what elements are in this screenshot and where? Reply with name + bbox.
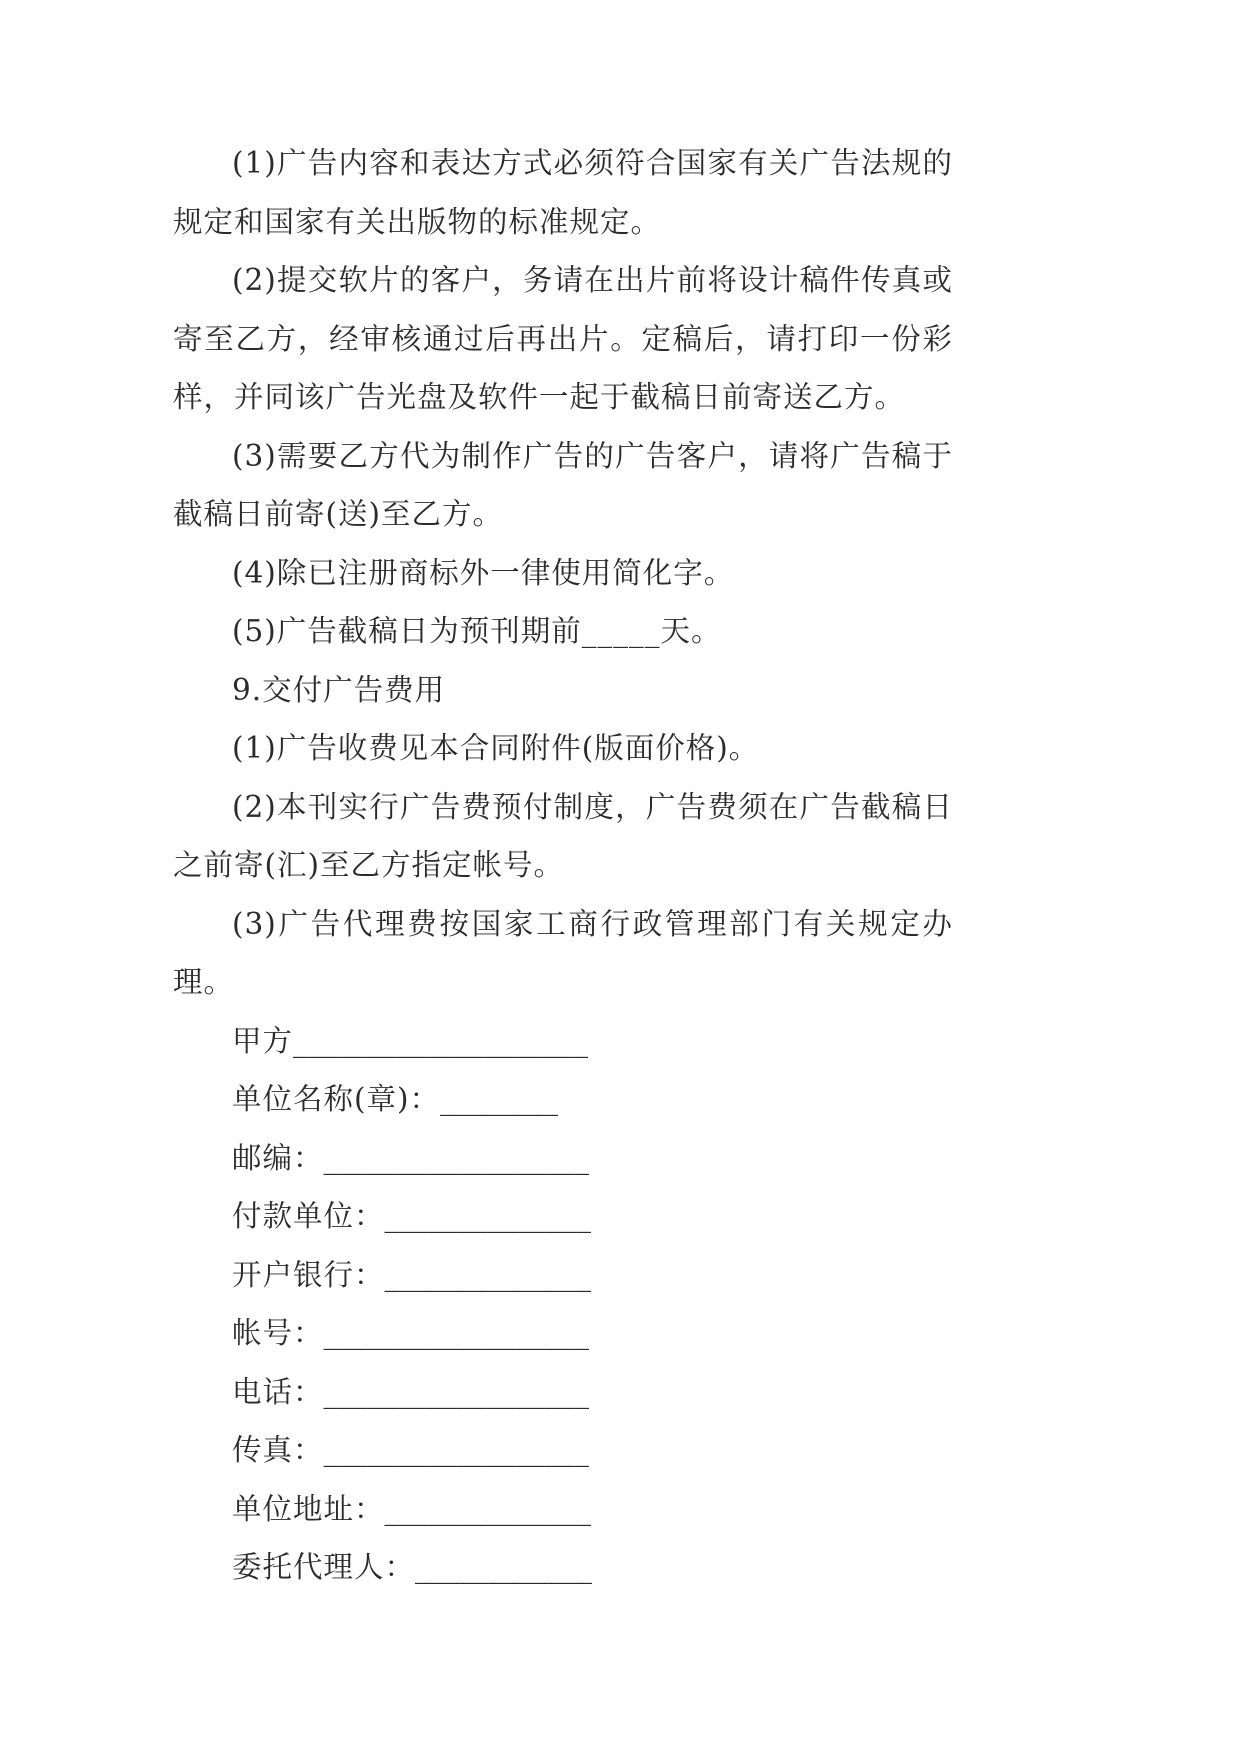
clause-9-1: (1)广告收费见本合同附件(版面价格)。 xyxy=(232,731,760,765)
field-label: 单位地址： xyxy=(232,1491,385,1526)
fill-in-blank: ______________ xyxy=(384,1257,592,1292)
field-account-number xyxy=(173,1304,953,1363)
field-party-a xyxy=(173,1012,953,1071)
clause-8-1: (1)广告内容和表达方式必须符合国家有关广告法规的规定和国家有关出版物的标准规定。 xyxy=(173,146,953,239)
clause-8-2: (2)提交软片的客户，务请在出片前将设计稿件传真或寄至乙方，经审核通过后再出片。定稿后，请打印一份彩样，并同该广告光盘及软件一起于截稿日前寄送乙方。 xyxy=(173,263,953,414)
fill-in-blank: __________________ xyxy=(323,1140,590,1175)
fill-in-blank: ____________________ xyxy=(293,1023,589,1058)
clause-9-2: (2)本刊实行广告费预付制度，广告费须在广告截稿日之前寄(汇)至乙方指定帐号。 xyxy=(173,789,953,882)
field-label: 单位名称(章)： xyxy=(232,1082,441,1116)
field-label: 委托代理人： xyxy=(232,1550,416,1584)
fill-in-blank: ______________ xyxy=(384,1491,592,1526)
field-organization-name xyxy=(173,1070,953,1129)
field-paying-unit xyxy=(173,1187,953,1246)
fill-in-blank: ________ xyxy=(440,1082,559,1116)
fill-in-blank: __________________ xyxy=(323,1316,590,1350)
field-phone xyxy=(173,1363,953,1422)
field-authorized-agent xyxy=(173,1538,953,1597)
field-label: 开户银行： xyxy=(232,1257,385,1292)
field-label: 甲方 xyxy=(232,1023,294,1058)
field-label: 传真： xyxy=(232,1433,324,1467)
field-postal-code xyxy=(173,1129,953,1188)
field-bank xyxy=(173,1246,953,1305)
field-label: 付款单位： xyxy=(232,1199,385,1233)
field-label: 帐号： xyxy=(232,1316,324,1350)
clause-8-4: (4)除已注册商标外一律使用简化字。 xyxy=(232,555,735,590)
clause-8-3: (3)需要乙方代为制作广告的广告客户，请将广告稿于截稿日前寄(送)至乙方。 xyxy=(173,438,953,531)
fill-in-blank: __________________ xyxy=(323,1433,590,1467)
section-heading-9: 9.交付广告费用 xyxy=(232,672,446,707)
field-label: 邮编： xyxy=(232,1140,324,1175)
fill-in-blank: ______________ xyxy=(384,1199,592,1233)
fill-in-blank: __________________ xyxy=(323,1374,590,1409)
field-fax xyxy=(173,1421,953,1480)
signature-block xyxy=(173,1012,953,1597)
clause-9-3: (3)广告代理费按国家工商行政管理部门有关规定办理。 xyxy=(173,906,953,999)
field-address xyxy=(173,1480,953,1539)
fill-in-blank: ____________ xyxy=(415,1550,593,1584)
document-body xyxy=(173,134,953,1597)
field-label: 电话： xyxy=(232,1374,324,1409)
clause-8-5: (5)广告截稿日为预刊期前_____天。 xyxy=(232,614,722,648)
